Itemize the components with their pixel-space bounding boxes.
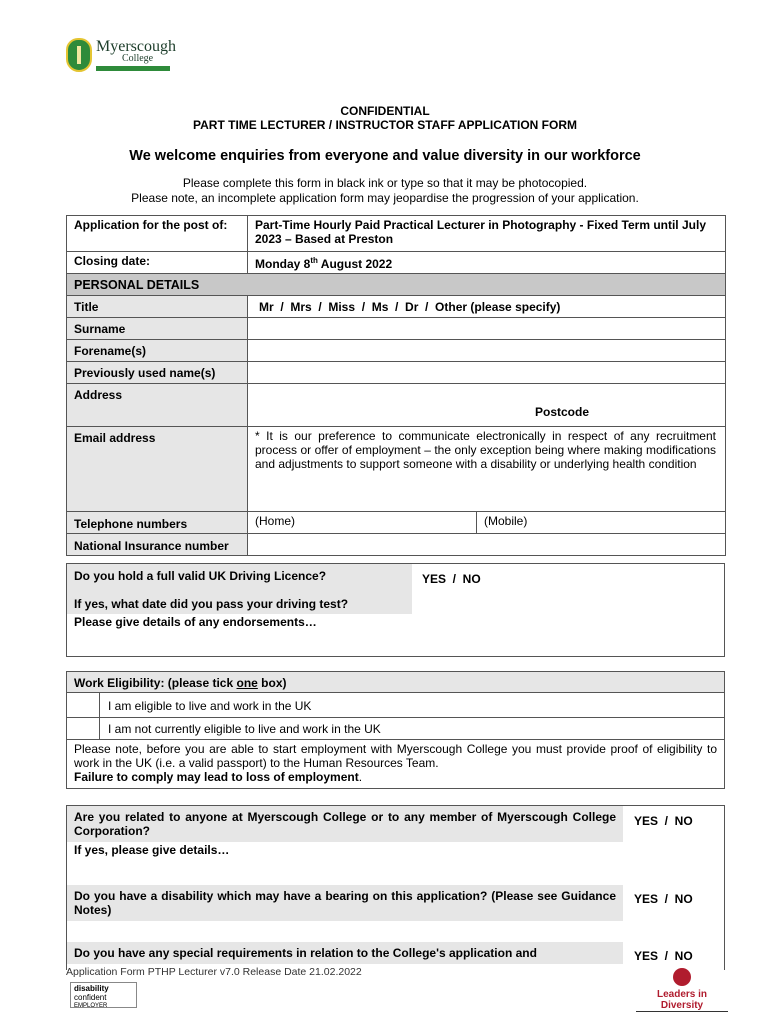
title-options[interactable]: Mr / Mrs / Miss / Ms / Dr / Other (please specify) bbox=[248, 296, 726, 318]
disability-confident-badge: disability confident EMPLOYER bbox=[70, 982, 137, 1008]
address-label: Address bbox=[67, 384, 248, 427]
footer-version: Application Form PTHP Lecturer v7.0 Release Date 21.02.2022 bbox=[66, 966, 362, 978]
declarations-section bbox=[66, 805, 725, 970]
related-yesno[interactable]: YES / NO bbox=[634, 814, 693, 828]
previous-names-label: Previously used name(s) bbox=[67, 362, 248, 384]
surname-label: Surname bbox=[67, 318, 248, 340]
eligibility-option-1 bbox=[67, 693, 724, 718]
leaders-in-diversity-badge bbox=[636, 968, 728, 1011]
work-eligibility-heading: Work Eligibility: (please tick one box) bbox=[67, 672, 724, 693]
college-logo bbox=[66, 38, 176, 74]
intro-line-2: Please note, an incomplete application form may jeopardise the progression of your application. bbox=[131, 191, 639, 205]
eligibility-option-2 bbox=[67, 718, 724, 740]
special-requirements-yesno[interactable]: YES / NO bbox=[634, 949, 693, 963]
eligibility-warning: Failure to comply may lead to loss of employment bbox=[74, 770, 359, 784]
forenames-field[interactable] bbox=[248, 340, 726, 362]
confidential-label: CONFIDENTIAL bbox=[340, 104, 430, 118]
ni-label: National Insurance number bbox=[67, 534, 248, 556]
logo-bar bbox=[96, 66, 170, 71]
related-question: Are you related to anyone at Myerscough College or to any member of Myerscough College Corporation? bbox=[67, 806, 623, 842]
surname-field[interactable] bbox=[248, 318, 726, 340]
personal-details-heading: PERSONAL DETAILS bbox=[67, 274, 726, 296]
driving-licence-question: Do you hold a full valid UK Driving Licence? bbox=[74, 569, 327, 583]
leaders-in-diversity-label: Leaders in Diversity bbox=[636, 989, 728, 1012]
home-phone-field[interactable]: (Home) bbox=[248, 512, 477, 534]
title-label: Title bbox=[67, 296, 248, 318]
eligibility-note: Please note, before you are able to start employment with Myerscough College you must provide proof of eligibility to work in the UK (i.e. a valid passport) to the Human Resources Team. Failure to comply may lead to loss of employment. bbox=[74, 742, 717, 784]
not-eligible-checkbox[interactable] bbox=[67, 718, 100, 739]
post-value: Part-Time Hourly Paid Practical Lecturer in Photography - Fixed Term until July 2023 – Based at Preston bbox=[248, 216, 726, 252]
closing-date-label: Closing date: bbox=[67, 252, 248, 274]
email-label: Email address bbox=[67, 427, 248, 512]
email-note: * It is our preference to communicate electronically in respect of any recruitment process or offer of employment – the only exception being where making modifications and adjustments to support someone with a disability or underlying health condition bbox=[255, 429, 716, 471]
intro-line-1: Please complete this form in black ink or type so that it may be photocopied. bbox=[182, 176, 588, 190]
intro-text bbox=[0, 176, 770, 206]
driving-section bbox=[66, 563, 725, 657]
forenames-label: Forename(s) bbox=[67, 340, 248, 362]
driving-test-date-question: If yes, what date did you pass your driving test? bbox=[74, 597, 349, 611]
address-field[interactable] bbox=[248, 384, 726, 427]
logo-name: Myerscough bbox=[96, 38, 176, 55]
eligible-label: I am eligible to live and work in the UK bbox=[108, 699, 312, 713]
work-eligibility-section bbox=[66, 671, 725, 789]
form-header bbox=[0, 104, 770, 132]
crest-icon bbox=[66, 38, 92, 72]
personal-details-table bbox=[66, 215, 726, 556]
telephone-label: Telephone numbers bbox=[67, 512, 248, 534]
not-eligible-label: I am not currently eligible to live and work in the UK bbox=[108, 722, 381, 736]
previous-names-field[interactable] bbox=[248, 362, 726, 384]
related-details-prompt: If yes, please give details… bbox=[74, 843, 230, 857]
disability-yesno[interactable]: YES / NO bbox=[634, 892, 693, 906]
form-title: PART TIME LECTURER / INSTRUCTOR STAFF APPLICATION FORM bbox=[193, 118, 577, 132]
email-field[interactable] bbox=[248, 427, 726, 512]
postcode-label: Postcode bbox=[535, 405, 590, 419]
eligible-checkbox[interactable] bbox=[67, 693, 100, 717]
ni-field[interactable] bbox=[248, 534, 726, 556]
closing-date-value: Monday 8th August 2022 bbox=[248, 252, 726, 274]
logo-sub: College bbox=[122, 53, 154, 64]
diversity-icon bbox=[673, 968, 691, 986]
special-requirements-question: Do you have any special requirements in relation to the College's application and bbox=[67, 942, 623, 964]
driving-licence-yesno[interactable]: YES / NO bbox=[422, 572, 481, 586]
mobile-phone-field[interactable]: (Mobile) bbox=[477, 512, 726, 534]
endorsements-question: Please give details of any endorsements… bbox=[74, 615, 317, 629]
welcome-statement: We welcome enquiries from everyone and value diversity in our workforce bbox=[129, 148, 641, 164]
post-label: Application for the post of: bbox=[67, 216, 248, 252]
disability-question: Do you have a disability which may have a bearing on this application? (Please see Guidance Notes) bbox=[67, 885, 623, 921]
